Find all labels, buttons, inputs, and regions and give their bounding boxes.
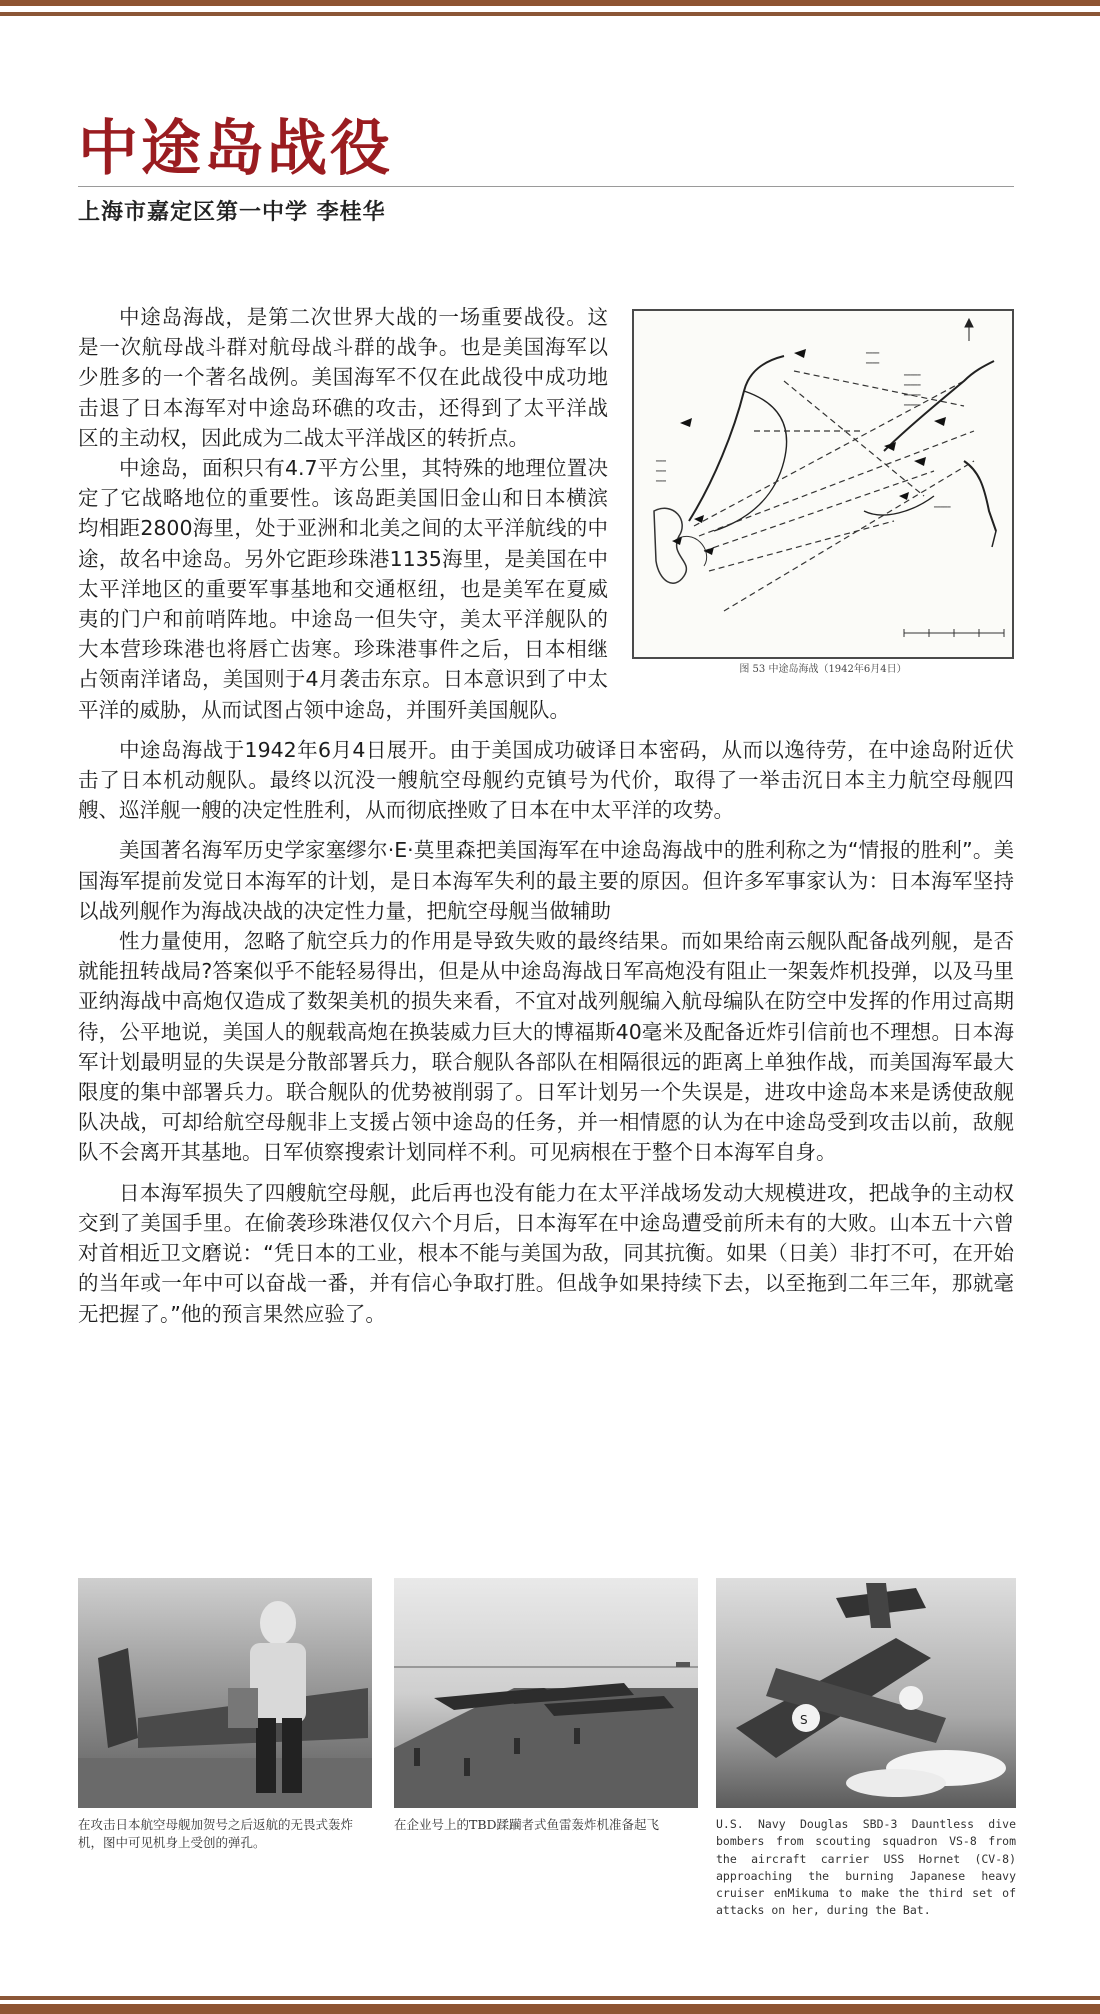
map-caption: 图 53 中途岛海战（1942年6月4日）: [739, 664, 907, 675]
svg-text:═════: ═════: [904, 393, 921, 399]
aircraft-marking-text: S: [800, 1713, 808, 1727]
photo-sbd-dive-bombers: [716, 1578, 1016, 1808]
paragraph: 日本海军损失了四艘航空母舰，此后再也没有能力在太平洋战场发动大规模进攻，把战争的主动权交到了美国手里。在偷袭珍珠港仅仅六个月后，日本海军在中途岛遭受前所未有的大败。山本五十六曾对首相近卫文磨说：“凭日本的工业，根本不能与美国为敌，同其抗衡。如果（日美）非打不可，在开始的当年或一年中可以奋战一番，并有信心争取打胜。但战争如果持续下去，以至拖到二年三年，那就毫无把握了。”他的预言果然应验了。: [78, 1180, 1014, 1326]
svg-text:═════: ═════: [904, 373, 921, 379]
paragraph: 美国著名海军历史学家塞缪尔·E·莫里森把美国海军在中途岛海战中的胜利称之为“情报的胜利”。美国海军提前发觉日本海军的计划，是日本海军失利的最主要的原因。但许多军事家认为：日本海军坚持以战列舰作为海战决战的决定性力量，把航空母舰当做辅助: [78, 838, 1014, 923]
bottom-border-line: [0, 1996, 1100, 2000]
photo-row: [78, 1578, 1018, 1948]
page-title: 中途岛战役: [78, 114, 393, 184]
svg-text:════: ════: [866, 361, 880, 367]
battle-map-figure: [632, 309, 1014, 678]
bottom-border-bar: [0, 2004, 1100, 2014]
paragraph: 中途岛海战于1942年6月4日展开。由于美国成功破译日本密码，从而以逸待劳，在中途岛附近伏击了日本机动舰队。最终以沉没一艘航空母舰约克镇号为代价，取得了一举击沉日本主力航空母舰四艘、巡洋舰一艘的决定性胜利，从而彻底挫败了日本在中太平洋的攻势。: [78, 737, 1014, 823]
top-border-bar: [0, 0, 1100, 6]
top-border-line: [0, 12, 1100, 16]
battle-map: [632, 309, 1014, 659]
svg-text:═══: ═══: [656, 469, 666, 475]
photo-caption: 在企业号上的TBD蹂躏者式鱼雷轰炸机准备起飞: [394, 1817, 660, 1832]
svg-text:════: ════: [866, 351, 880, 357]
photo-pilot-dive-bomber: [78, 1578, 372, 1808]
paragraph: 中途岛，面积只有4.7平方公里，其特殊的地理位置决定了它战略地位的重要性。该岛距美国旧金山和日本横滨均相距2800海里，处于亚洲和北美之间的太平洋航线的中途，故名中途岛。另外它距珍珠港1135海里，是美国在中太平洋地区的重要军事基地和交通枢纽，也是美军在夏威夷的门户和前哨阵地。中途岛一但失守，美太平洋舰队的大本营珍珠港也将唇亡齿寒。珍珠港事件之后，日本相继占领南洋诸岛，美国则于4月袭击东京。日本意识到了中太平洋的威胁，从而试图占领中途岛，并围歼美国舰队。: [78, 456, 608, 722]
svg-text:═════: ═════: [904, 383, 921, 389]
photo-carrier-deck-torpedo-bombers: [394, 1578, 698, 1808]
svg-text:═══: ═══: [656, 479, 666, 485]
svg-text:═══: ═══: [656, 459, 666, 465]
title-divider: [78, 186, 1014, 187]
paragraph: 性力量使用，忽略了航空兵力的作用是导致失败的最终结果。而如果给南云舰队配备战列舰，是否就能扭转战局?答案似乎不能轻易得出，但是从中途岛海战日军高炮没有阻止一架轰炸机投弹，以及马里亚纳海战中高炮仅造成了数架美机的损失来看，不宜对战列舰编入航母编队在防空中发挥的作用过高期待，公平地说，美国人的舰载高炮在换装威力巨大的博福斯40毫米及配备近炸引信前也不理想。日本海军计划最明显的失误是分散部署兵力，联合舰队各部队在相隔很远的距离上单独作战，而美国海军最大限度的集中部署兵力。联合舰队的优势被削弱了。日军计划另一个失误是，进攻中途岛本来是诱使敌舰队决战，可却给航空母舰非上支援占领中途岛的任务，并一相情愿的认为在中途岛受到攻击以前，敌舰队不会离开其基地。日军侦察搜索计划同样不利。可见病根在于整个日本海军自身。: [78, 929, 1014, 1165]
paragraph: 中途岛海战，是第二次世界大战的一场重要战役。这是一次航母战斗群对航母战斗群的战争。也是美国海军以少胜多的一个著名战例。美国海军不仅在此战役中成功地击退了日本海军对中途岛环礁的攻击，还得到了太平洋战区的主动权，因此成为二战太平洋战区的转折点。: [78, 305, 608, 450]
battle-map-drawing: [634, 311, 1012, 657]
svg-text:═════: ═════: [934, 505, 951, 511]
photo-caption: U.S. Navy Douglas SBD-3 Dauntless dive bombers from scouting squadron VS-8 from the aircraft carrier USS Hornet (CV-8) approaching the burning Japanese heavy cruiser enMikuma to make the third set of attacks on her, during the Bat.: [716, 1817, 1016, 1918]
photo-caption: 在攻击日本航空母舰加贺号之后返航的无畏式轰炸机，图中可见机身上受创的弹孔。: [78, 1817, 354, 1850]
author-line: 上海市嘉定区第一中学 李桂华: [78, 200, 386, 225]
svg-text:═════: ═════: [904, 403, 921, 409]
article-body: [78, 302, 1014, 1329]
